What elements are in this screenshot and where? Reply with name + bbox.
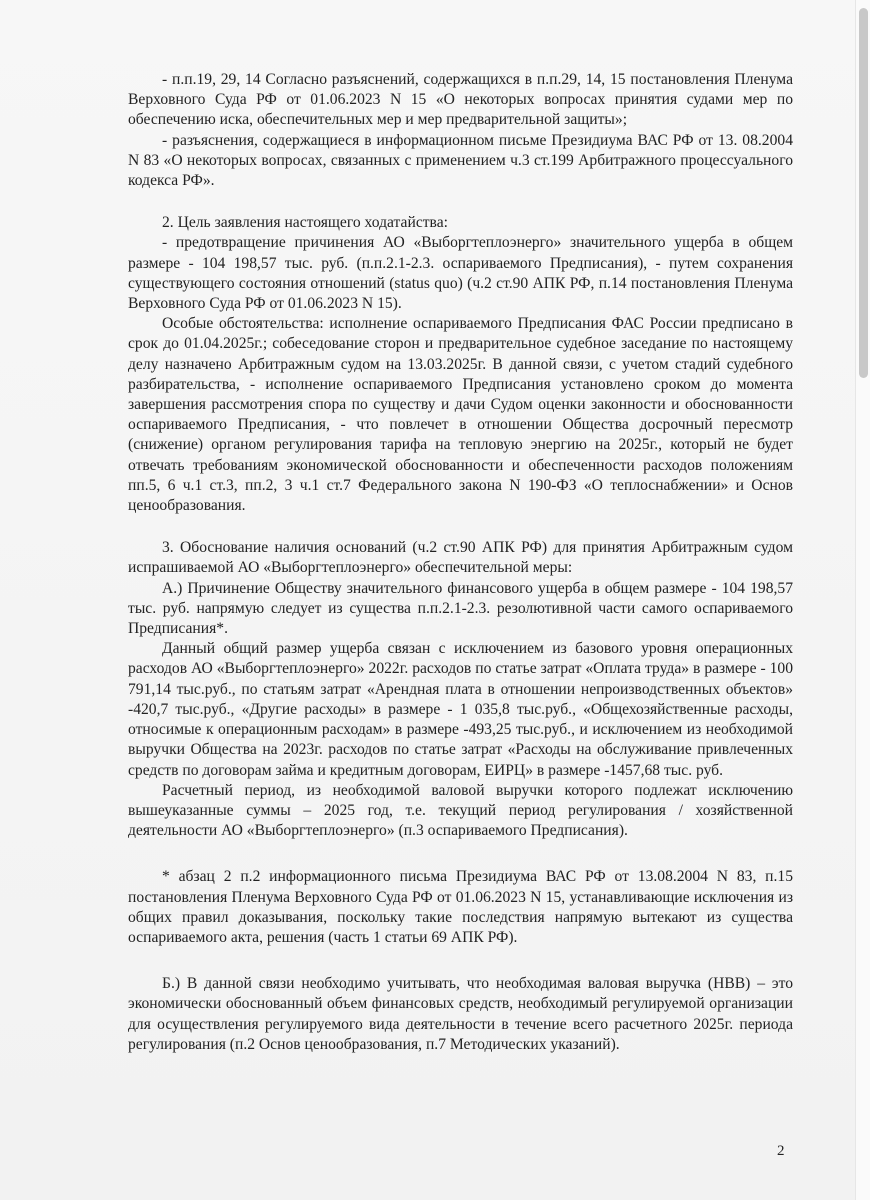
paragraph: - п.п.19, 29, 14 Согласно разъяснений, содержащихся в п.п.29, 14, 15 постановления Пленума Верховного Суда РФ от 01.06.2023 N 15 «О некоторых вопросах принятия судами мер по обеспечению иска, обеспечительных мер и мер предварительной защиты»;: [128, 71, 793, 129]
document-body: [128, 70, 793, 1055]
page-number: 2: [777, 1143, 785, 1159]
paragraph: - разъяснения, содержащиеся в информационном письме Президиума ВАС РФ от 13. 08.2004 N 83 «О некоторых вопросах, связанных с применением ч.3 ст.199 Арбитражного процессуального кодекса РФ».: [128, 131, 793, 190]
footnote: * абзац 2 п.2 информационного письма Президиума ВАС РФ от 13.08.2004 N 83, п.15 постановления Пленума Верховного Суда РФ от 01.06.2023 N 15, устанавливающие исключения из общих правил доказывания, поскольку такие последствия напрямую вытекают из существа оспариваемого акта, решения (часть 1 статьи 69 АПК РФ).: [128, 868, 793, 946]
paragraph: Данный общий размер ущерба связан с исключением из базового уровня операционных расходов АО «Выборгтеплоэнерго» 2022г. расходов по статье затрат «Оплата труда» в размере - 100 791,14 тыс.руб., по статьям затрат «Арендная плата в отношении непроизводственных объектов» -420,7 тыс.руб., «Другие расходы» в размере - 1 035,8 тыс.руб., «Общехозяйственные расходы, относимые к операционным расходам» в размере -493,25 тыс.руб., и исключением из необходимой выручки Общества на 2023г. расходов по статье затрат «Расходы на обслуживание привлеченных средств по договорам займа и кредитным договорам, ЕИРЦ» в размере -1457,68 тыс. руб.: [128, 640, 793, 779]
section-heading: 3. Обоснование наличия оснований (ч.2 ст.90 АПК РФ) для принятия Арбитражным судом испрашиваемой АО «Выборгтеплоэнерго» обеспечительной меры:: [128, 539, 793, 577]
paragraph: Особые обстоятельства: исполнение оспариваемого Предписания ФАС России предписано в срок до 01.04.2025г.; собеседование сторон и предварительное судебное заседание по настоящему делу назначено Арбитражным судом на 13.03.2025г. В данной связи, с учетом стадий судебного разбирательства, - исполнение оспариваемого Предписания установлено сроком до момента завершения рассмотрения спора по существу и дачи Судом оценки законности и обоснованности оспариваемого Предписания, - что повлечет в отношении Общества досрочный пересмотр (снижение) органом регулирования тарифа на тепловую энергию на 2025г., который не будет отвечать требованиям экономической обоснованности и обеспеченности расходов положениям пп.5, 6 ч.1 ст.3, пп.2, 3 ч.1 ст.7 Федерального закона N 190-ФЗ «О теплоснабжении» и Основ ценообразования.: [128, 315, 793, 515]
scrollbar-thumb[interactable]: [859, 8, 868, 378]
scrollbar[interactable]: [855, 0, 870, 1200]
section-heading: 2. Цель заявления настоящего ходатайства:: [162, 214, 448, 232]
paragraph: Расчетный период, из необходимой валовой выручки которого подлежат исключению вышеуказанные суммы – 2025 год, т.е. текущий период регулирования / хозяйственной деятельности АО «Выборгтеплоэнерго» (п.3 оспариваемого Предписания).: [128, 781, 793, 840]
paragraph: А.) Причинение Обществу значительного финансового ущерба в общем размере - 104 198,57 тыс. руб. напрямую следует из существа п.п.2.1-2.3. резолютивной части самого оспариваемого Предписания*.: [128, 579, 793, 638]
paragraph: - предотвращение причинения АО «Выборгтеплоэнерго» значительного ущерба в общем размере - 104 198,57 тыс. руб. (п.п.2.1-2.3. оспариваемого Предписания), - путем сохранения существующего состояния отношений (status quo) (ч.2 ст.90 АПК РФ, п.14 постановления Пленума Верховного Суда РФ от 01.06.2023 N 15).: [128, 234, 793, 313]
paragraph: Б.) В данной связи необходимо учитывать, что необходимая валовая выручка (НВВ) – это экономически обоснованный объем финансовых средств, необходимый регулируемой организации для осуществления регулируемого вида деятельности в течение всего расчетного 2025г. периода регулирования (п.2 Основ ценообразования, п.7 Методических указаний).: [128, 975, 793, 1053]
